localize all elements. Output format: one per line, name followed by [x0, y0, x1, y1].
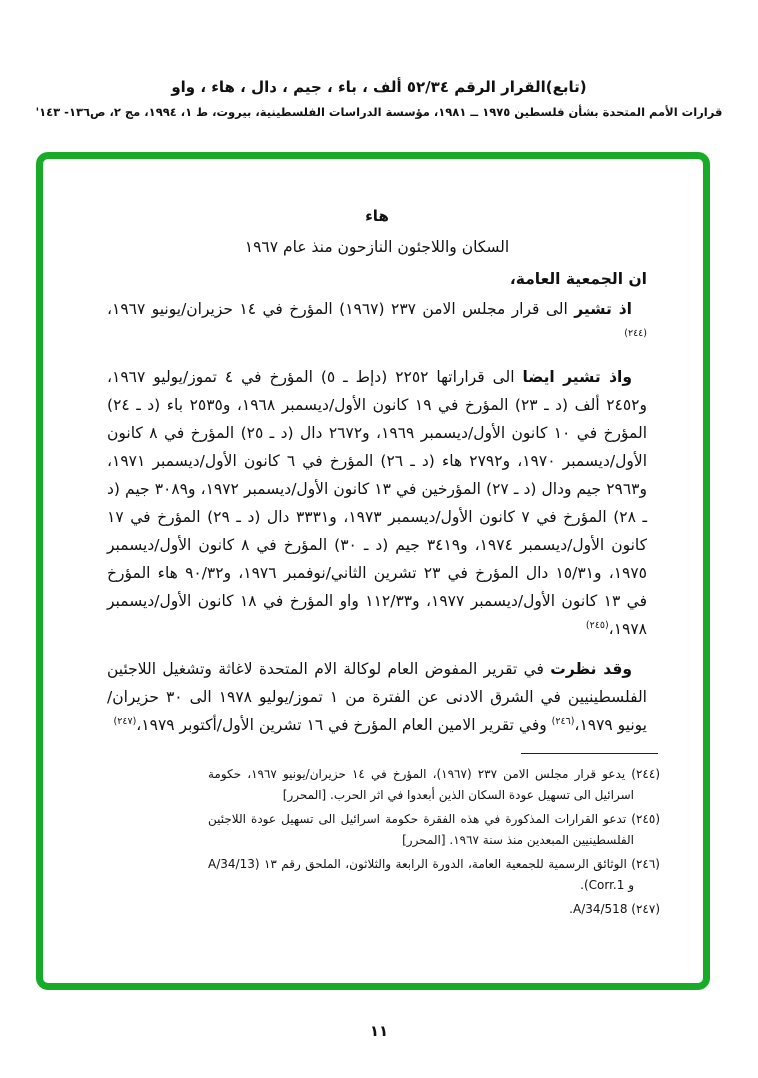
footnote-separator	[521, 753, 658, 754]
paragraph-lead: اذ تشير	[574, 300, 632, 318]
page-number: ١١	[369, 1022, 389, 1040]
document-body	[43, 159, 703, 739]
body-paragraph	[107, 295, 647, 351]
footnote-ref: (٢٤٦)	[551, 716, 575, 727]
footnote-text: تدعو القرارات المذكورة في هذه الفقرة حكومة اسرائيل الى تسهيل عودة اللاجئين الفلسطينيين المبعدين منذ سنة ١٩٦٧. [المحرر]	[208, 812, 634, 847]
paragraph-text: في تقرير المفوض العام لوكالة الام المتحدة لاغاثة وتشغيل اللاجئين الفلسطينيين في الشرق الادنى عن الفترة من ١ تموز/يوليو ١٩٧٨ الى ٣٠ حزيران/يونيو ١٩٧٩،	[107, 660, 647, 734]
footnote-ref: (٢٤٤)	[624, 328, 647, 339]
footnote-number: (٢٤٧)	[631, 902, 660, 916]
paragraph-text: الى قراراتها ٢٢٥٢ (دإط ـ ٥) المؤرخ في ٤ تموز/يوليو ١٩٦٧، و٢٤٥٢ ألف (د ـ ٢٣) المؤرخ في ١٩ كانون الأول/ديسمبر ١٩٦٨، و٢٥٣٥ باء (د ـ ٢٤) المؤرخ في ١٠ كانون الأول/ديسمبر ١٩٦٩، و٢٦٧٢ دال (د ـ ٢٥) المؤرخ في ٨ كانون الأول/ديسمبر ١٩٧٠، و٢٧٩٢ هاء (د ـ ٢٦) المؤرخ في ٦ كانون الأول/ديسمبر ١٩٧١، و٢٩٦٣ جيم ودال (د ـ ٢٧) المؤرخين في ١٣ كانون الأول/ديسمبر ١٩٧٢، و٣٠٨٩ جيم (د ـ ٢٨) المؤرخ في ٧ كانون الأول/ديسمبر ١٩٧٣، و٣٣٣١ دال (د ـ ٢٩) المؤرخ في ١٧ كانون الأول/ديسمبر ١٩٧٤، و٣٤١٩ جيم (د ـ ٣٠) المؤرخ في ٨ كانون الأول/ديسمبر ١٩٧٥، و١٥/٣١ دال المؤرخ في ٢٣ تشرين الثاني/نوفمبر ١٩٧٦، و٩٠/٣٢ هاء المؤرخ في ١٣ كانون الأول/ديسمبر ١٩٧٧، و١١٢/٣٣ واو المؤرخ في ١٨ كانون الأول/ديسمبر ١٩٧٨،	[107, 368, 648, 638]
footnote-number: (٢٤٦)	[631, 857, 660, 871]
footnote-ref: (٢٤٧)	[113, 716, 137, 727]
footnote-number: (٢٤٥)	[631, 812, 660, 826]
footnote	[208, 764, 660, 805]
footnote	[208, 899, 660, 920]
paragraph-text: الى قرار مجلس الامن ٢٣٧ (١٩٦٧) المؤرخ في ١٤ حزيران/يونيو ١٩٦٧،	[107, 300, 575, 318]
section-letter: هاء	[365, 207, 389, 225]
footnote-text: الوثائق الرسمية للجمعية العامة، الدورة الرابعة والثلاثون، الملحق رقم ١٣ (A/34/13 و Corr.1).	[208, 857, 634, 892]
footnote-ref: (٢٤٥)	[585, 620, 609, 631]
section-title: السكان واللاجئون النازحون منذ عام ١٩٦٧	[244, 238, 510, 256]
paragraph-lead: وقد نظرت	[550, 660, 633, 678]
paragraph-text: وفي تقرير الامين العام المؤرخ في ١٦ تشرين الأول/أكتوبر ١٩٧٩،	[136, 716, 552, 734]
body-paragraph	[107, 655, 647, 739]
paragraph-lead: واذ تشير ايضا	[522, 368, 632, 386]
citation-header	[0, 78, 758, 119]
document-frame	[36, 152, 710, 990]
opening-line: ان الجمعية العامة،	[509, 270, 647, 288]
footnote-number: (٢٤٤)	[631, 767, 660, 781]
footnote-text: يدعو قرار مجلس الامن ٢٣٧ (١٩٦٧)، المؤرخ في ١٤ حزيران/يونيو ١٩٦٧، حكومة اسرائيل الى تسهيل عودة السكان الذين أبعدوا في اثر الحرب. [المحرر]	[208, 767, 634, 802]
footnote	[208, 809, 660, 850]
footnotes-section	[208, 764, 660, 920]
resolution-title-line: (تابع)القرار الرقم ٥٢/٣٤ ألف ، باء ، جيم ، دال ، هاء ، واو	[171, 78, 587, 96]
footnote-text: A/34/518.	[569, 902, 632, 916]
footnote	[208, 854, 660, 895]
body-paragraph	[107, 363, 647, 643]
source-citation-line: قرارات الأمم المتحدة بشأن فلسطين ١٩٧٥ ــ ١٩٨١، مؤسسة الدراسات الفلسطينية، بيروت، ط ١، ١٩٩٤، مج ٢، ص١٣٦- ١٤٣'	[35, 105, 723, 119]
